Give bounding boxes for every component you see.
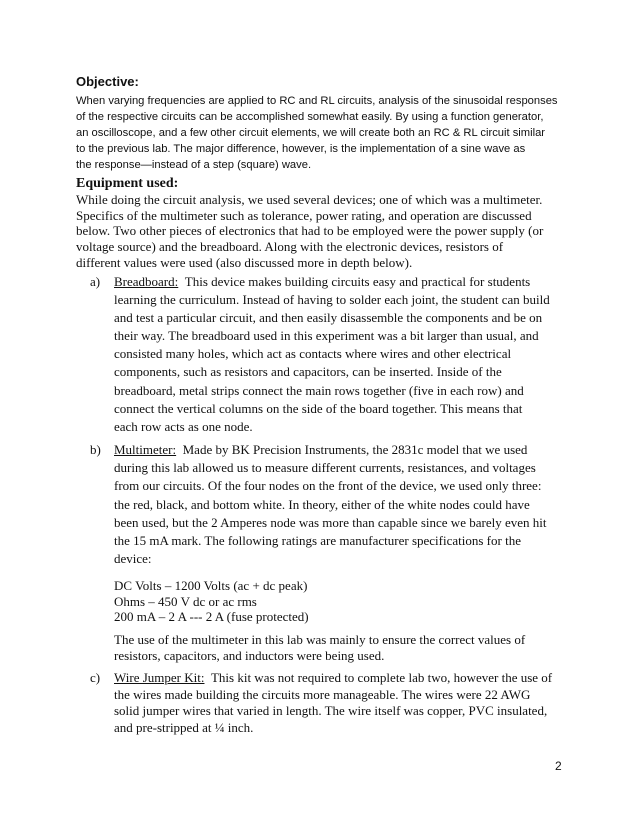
list-marker: b) <box>90 442 101 457</box>
wire-kit-line: and pre-stripped at ¼ inch. <box>114 719 254 735</box>
equipment-paragraph <box>76 192 576 271</box>
multimeter-spec-list <box>114 578 309 625</box>
wire-kit-line: This kit was not required to complete lab two, however the use of <box>210 670 553 685</box>
multimeter-note <box>114 632 525 663</box>
equipment-line: Specifics of the multimeter such as tolerance, power rating, and operation are discussed <box>76 207 532 223</box>
objective-paragraph <box>76 93 576 173</box>
multimeter-line: Made by BK Precision Instruments, the 2831c model that we used <box>182 442 528 457</box>
breadboard-line: components, such as resistors and capacitors, can be inserted. Inside of the <box>114 364 502 380</box>
equipment-line: voltage source) and the breadboard. Along with the electronic devices, resistors of <box>76 239 504 255</box>
objective-line: When varying frequencies are applied to RC and RL circuits, analysis of the sinusoidal responses <box>76 95 558 107</box>
breadboard-line: This device makes building circuits easy and practical for students <box>184 274 531 289</box>
list-marker: a) <box>90 274 101 289</box>
multimeter-line: the 15 mA mark. The following ratings are manufacturer specifications for the <box>114 533 521 549</box>
multimeter-paragraph <box>114 441 574 568</box>
breadboard-line: connect the vertical columns on the side of the board together. This means that <box>114 400 523 416</box>
note-line: The use of the multimeter in this lab was mainly to ensure the correct values of <box>114 632 526 647</box>
breadboard-first-line <box>114 273 574 291</box>
breadboard-line: each row acts as one node. <box>114 418 253 434</box>
list-marker: c) <box>90 670 101 685</box>
breadboard-line: and test a particular circuit, and then easily disassemble the components and be on <box>114 310 543 326</box>
multimeter-line: during this lab allowed us to measure different currents, resistances, and voltages <box>114 460 536 476</box>
wire-kit-first-line <box>114 670 574 687</box>
wire-kit-heading: Wire Jumper Kit: <box>114 670 205 685</box>
breadboard-heading: Breadboard: <box>114 274 179 289</box>
objective-line: the response—instead of a step (square) wave. <box>76 159 312 171</box>
page-number: 2 <box>555 759 562 773</box>
multimeter-heading: Multimeter: <box>114 442 177 457</box>
wire-kit-line: the wires made building the circuits more manageable. The wires were 22 AWG <box>114 686 531 702</box>
objective-line: an oscilloscope, and a few other circuit elements, we will create both an RC & RL circuit similar <box>76 127 546 139</box>
objective-line: to the previous lab. The major difference, however, is the implementation of a sine wave as <box>76 143 526 155</box>
objective-line: of the respective circuits can be accomplished somewhat easily. By using a function generator, <box>76 111 544 123</box>
wire-kit-paragraph <box>114 670 574 736</box>
equipment-line: While doing the circuit analysis, we used several devices; one of which was a multimeter. <box>76 192 543 207</box>
spec-line: DC Volts – 1200 Volts (ac + dc peak) <box>114 578 308 593</box>
wire-kit-line: solid jumper wires that varied in length. The wire itself was copper, PVC insulated, <box>114 703 548 718</box>
multimeter-line: from our circuits. Of the four nodes on the front of the device, we used only three: <box>114 478 542 494</box>
breadboard-line: learning the curriculum. Instead of having to solder each joint, the student can build <box>114 292 550 308</box>
equipment-line: different values were used (also discussed more in depth below). <box>76 254 413 270</box>
breadboard-line: breadboard, metal strips connect the main rows together (five in each row) and <box>114 382 524 398</box>
breadboard-line: consisted many holes, which act as contacts where wires and other electrical <box>114 346 512 362</box>
breadboard-line: their way. The breadboard used in this experiment was a bit larger than usual, and <box>114 328 539 344</box>
multimeter-line: the red, black, and bottom white. In theory, either of the white nodes could have <box>114 496 530 512</box>
spec-line: Ohms – 450 V dc or ac rms <box>114 593 257 609</box>
multimeter-line: device: <box>114 551 152 567</box>
equipment-heading: Equipment used: <box>76 176 179 191</box>
multimeter-first-line <box>114 441 574 459</box>
breadboard-paragraph <box>114 273 574 436</box>
multimeter-line: been used, but the 2 Amperes node was more than capable since we barely even hit <box>114 514 547 530</box>
equipment-line: below. Two other pieces of electronics that had to be employed were the power supply (or <box>76 223 544 239</box>
spec-line: 200 mA – 2 A --- 2 A (fuse protected) <box>114 609 309 624</box>
note-line: resistors, capacitors, and inductors were being used. <box>114 647 385 663</box>
objective-heading: Objective: <box>76 74 139 89</box>
